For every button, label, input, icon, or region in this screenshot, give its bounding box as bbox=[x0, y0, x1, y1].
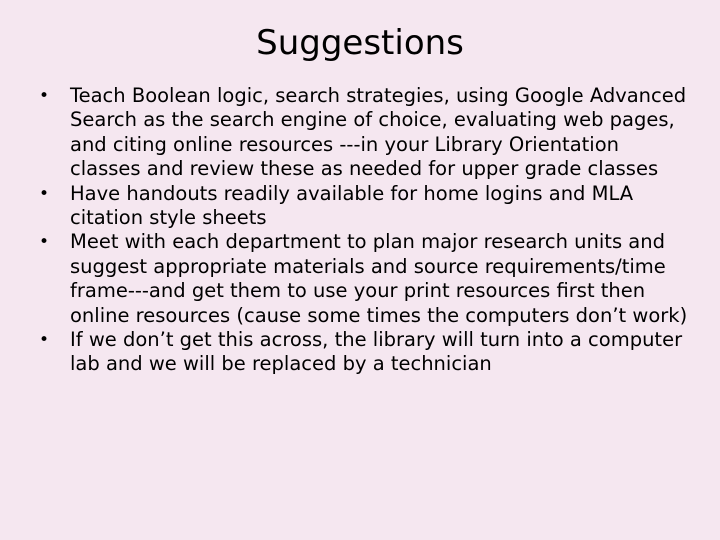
bullet-list bbox=[34, 84, 694, 377]
slide-title: Suggestions bbox=[256, 23, 464, 63]
bullet-text: Teach Boolean logic, search strategies, using Google Advanced Search as the search engine of choice, evaluating web pages, and citing online resources ---in your Library Orientation classes and review these as needed for upper grade classes bbox=[70, 84, 687, 181]
bullet-item bbox=[34, 328, 694, 377]
bullet-icon: • bbox=[38, 86, 50, 106]
bullet-text: Have handouts readily available for home logins and MLA citation style sheets bbox=[70, 181, 634, 230]
bullet-text: If we don’t get this across, the library will turn into a computer lab and we will be replaced by a technician bbox=[70, 328, 683, 376]
bullet-item bbox=[34, 230, 694, 328]
bullet-icon: • bbox=[38, 330, 50, 351]
bullet-item bbox=[34, 84, 694, 182]
bullet-text: Meet with each department to plan major research units and suggest appropriate materials and source requirements/time frame---and get them to use your print resources first then online resources (cause some times the computers don’t work) bbox=[70, 230, 688, 327]
bullet-icon: • bbox=[38, 232, 50, 253]
bullet-item bbox=[34, 182, 694, 231]
bullet-icon: • bbox=[38, 183, 50, 204]
